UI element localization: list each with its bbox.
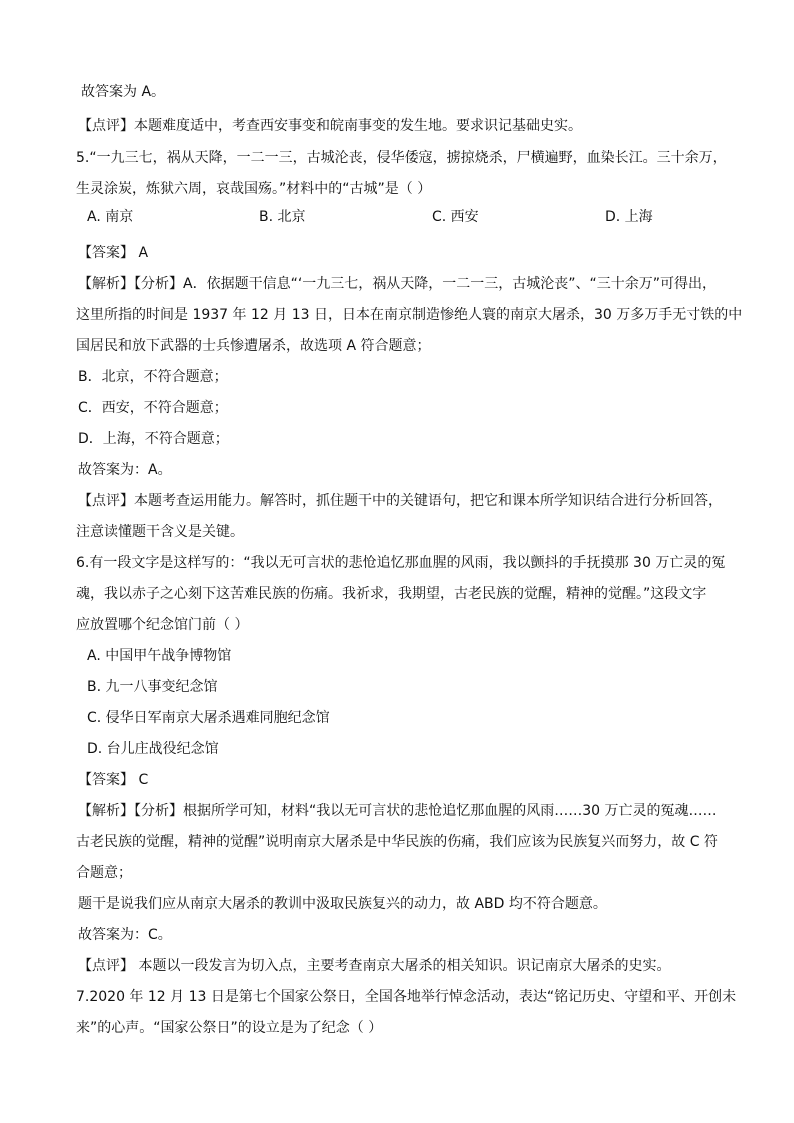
text-line: D．上海，不符合题意；	[78, 431, 229, 447]
text-line: 7.2020 年 12 月 13 日是第七个国家公祭日，全国各地举行悼念活动，表达“铭记历史、守望和平、开创未	[76, 989, 737, 1005]
option-b: B. 北京	[259, 209, 306, 225]
text-line: 5.“一九三七，祸从天降，一二一三，古城沦丧，侵华倭寇，掳掠烧杀，尸横遍野，血染长江。三十余万，	[76, 150, 727, 166]
text-line: 【解析】【分析】根据所学可知，材料“我以无可言状的悲怆追忆那血腥的风雨……30 万亡灵的冤魂……	[78, 803, 717, 819]
text-line: 注意读懂题干含义是关键。	[76, 524, 244, 540]
text-line: B．北京，不符合题意；	[78, 369, 228, 385]
text-line: A. 中国甲午战争博物馆	[87, 648, 232, 664]
text-line: 题干是说我们应从南京大屠杀的教训中汲取民族复兴的动力，故 ABD 均不符合题意。	[78, 896, 607, 912]
text-line: 【点评】本题考查运用能力。解答时，抓住题干中的关键语句，把它和课本所学知识结合进行分析回答，	[78, 493, 722, 509]
text-line: 国居民和放下武器的士兵惨遭屠杀，故选项 A 符合题意；	[76, 338, 431, 354]
text-line: 【点评】本题难度适中，考查西安事变和皖南事变的发生地。要求识记基础史实。	[78, 118, 582, 134]
text-line: 故答案为 A。	[81, 84, 166, 100]
text-line: B. 九一八事变纪念馆	[87, 679, 218, 695]
text-line: 【答案】 A	[78, 245, 149, 261]
text-line: 合题意；	[76, 865, 132, 881]
option-d: D. 上海	[605, 209, 653, 225]
text-line: 应放置哪个纪念馆门前（ ）	[76, 617, 249, 633]
text-line: 故答案为：A。	[78, 462, 172, 478]
text-line: 故答案为：C。	[78, 927, 172, 943]
option-c: C. 西安	[432, 209, 479, 225]
text-line: 古老民族的觉醒，精神的觉醒”说明南京大屠杀是中华民族的伤痛，我们应该为民族复兴而努力，故 C 符	[76, 834, 718, 850]
text-line: 【点评】 本题以一段发言为切入点，主要考查南京大屠杀的相关知识。识记南京大屠杀的史实。	[78, 958, 671, 974]
text-line: C. 侵华日军南京大屠杀遇难同胞纪念馆	[87, 710, 330, 726]
text-line: 生灵涂炭，炼狱六周，哀哉国殇。”材料中的“古城”是（ ）	[76, 181, 432, 197]
text-line: 这里所指的时间是 1937 年 12 月 13 日，日本在南京制造惨绝人寰的南京大屠杀，30 万多万手无寸铁的中	[76, 307, 743, 323]
text-line: 魂，我以赤子之心刻下这苦难民族的伤痛。我祈求，我期望，古老民族的觉醒，精神的觉醒。”这段文字	[76, 586, 707, 602]
option-a: A. 南京	[87, 209, 134, 225]
text-line: 6.有一段文字是这样写的：“我以无可言状的悲怆追忆那血腥的风雨，我以颤抖的手抚摸那 30 万亡灵的冤	[76, 555, 726, 571]
text-line: 来”的心声。“国家公祭日”的设立是为了纪念（ ）	[76, 1020, 383, 1036]
text-line: 【解析】【分析】A．依据题干信息“‘一九三七，祸从天降，一二一三，古城沦丧”、“三十余万”可得出，	[78, 276, 717, 292]
text-line: 【答案】 C	[78, 772, 149, 788]
text-line: C．西安，不符合题意；	[78, 400, 228, 416]
text-line: D. 台儿庄战役纪念馆	[87, 741, 219, 757]
